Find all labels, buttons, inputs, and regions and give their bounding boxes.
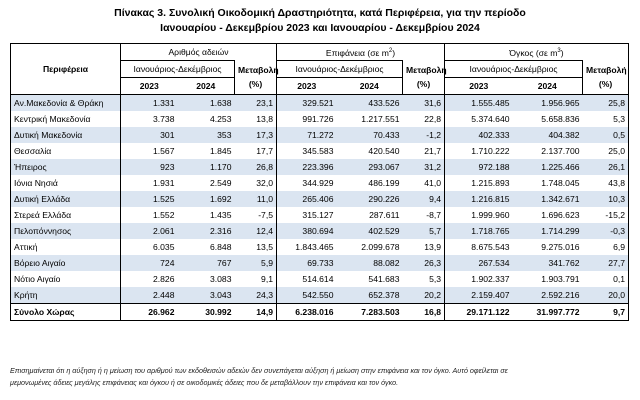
cell-vc: 26,1 (583, 159, 629, 175)
cell-a24: 486.199 (368, 178, 400, 188)
cell-v23: 1.215.893 (471, 178, 510, 188)
cell-a23: 329.521 (277, 95, 337, 112)
cell-p23: 923 (121, 159, 178, 175)
title-line-2: Ιανουαρίου - Δεκεμβρίου 2023 και Ιανουαρίου - Δεκεμβρίου 2024 (160, 22, 480, 34)
footnote-line-1: Επισημαίνεται ότι η αύξηση ή η μείωση του αριθμού των εκδοθεισών αδειών δεν συνεπάγεται αύξηση ή μείωση στην επιφάνεια και τον όγκο. Αυτό οφείλεται σε (10, 366, 508, 375)
table-title (0, 6, 640, 36)
cell-p24: 2.549 (209, 178, 232, 188)
cell-p23: 6.035 (152, 242, 175, 252)
header-volume-period: Ιανουάριος-Δεκέμβριος (445, 61, 583, 78)
cell-v24: 1.748.045 (541, 178, 580, 188)
cell-v24: 9.275.016 (541, 242, 580, 252)
cell-vc: 6,9 (583, 239, 629, 255)
table-row (11, 287, 629, 304)
cell-p23: 2.061 (121, 223, 178, 239)
cell-v24: 1.696.623 (541, 210, 580, 220)
cell-a23: 265.406 (277, 191, 337, 207)
cell-a24: 293.067 (337, 159, 403, 175)
header-area-change: Μεταβολή (%) (403, 61, 445, 95)
cell-p24: 1.170 (178, 159, 235, 175)
cell-pc: 32,0 (235, 175, 277, 191)
cell-v24: 1.225.466 (513, 159, 583, 175)
header-permits-2024: 2024 (178, 78, 235, 95)
region-name: Δυτική Ελλάδα (11, 191, 121, 207)
cell-ac: 21,7 (403, 143, 445, 159)
table-row (11, 175, 629, 191)
cell-p23: 1.931 (152, 178, 175, 188)
cell-p23: 1.331 (121, 95, 178, 112)
region-name: Ιόνια Νησιά (11, 175, 121, 191)
cell-a23: 71.272 (277, 127, 337, 143)
cell-p23: 1.552 (152, 210, 175, 220)
cell-v24: 404.382 (513, 127, 583, 143)
cell-pc: 13,5 (235, 239, 277, 255)
region-name: Αν.Μακεδονία & Θράκη (11, 95, 121, 112)
cell-ac: 16,8 (403, 304, 445, 321)
cell-a23: 223.396 (277, 159, 337, 175)
header-permits-2023: 2023 (121, 78, 178, 95)
cell-ac: 9,4 (403, 191, 445, 207)
cell-pc: 11,0 (235, 191, 277, 207)
cell-v23: 5.374.640 (471, 114, 510, 124)
cell-pc: 12,4 (235, 223, 277, 239)
cell-pc: 9,1 (235, 271, 277, 287)
cell-a24: 290.226 (337, 191, 403, 207)
cell-v23: 1.216.815 (445, 191, 513, 207)
table-row (11, 223, 629, 239)
total-label: Σύνολο Χώρας (11, 304, 121, 321)
cell-vc: 20,0 (583, 287, 629, 304)
cell-a24: 402.529 (337, 223, 403, 239)
cell-a23: 344.929 (302, 178, 334, 188)
region-name: Στερεά Ελλάδα (11, 207, 121, 223)
footnote-line-2: μεμονωμένες άδειες μεγάλης επιφάνειας και όγκου ή σε οικοδομικές άδειες που δε μεταβάλλουν την επιφάνεια και τον όγκο. (10, 378, 399, 387)
header-region: Περιφέρεια (11, 44, 121, 95)
cell-v24: 1.342.671 (513, 191, 583, 207)
cell-ac: 31,6 (403, 95, 445, 112)
table-body (11, 95, 629, 321)
cell-v24: 1.903.791 (541, 274, 580, 284)
cell-p24: 1.692 (178, 191, 235, 207)
cell-p24: 3.043 (178, 287, 235, 304)
cell-v23: 1.555.485 (445, 95, 513, 112)
cell-v24: 2.137.700 (541, 146, 580, 156)
cell-a23: 69.733 (277, 255, 337, 271)
title-line-1: Πίνακας 3. Συνολική Οικοδομική Δραστηριότητα, κατά Περιφέρεια, για την περίοδο (114, 7, 526, 19)
cell-vc: -0,3 (583, 223, 629, 239)
cell-a24: 433.526 (337, 95, 403, 112)
cell-pc: 17,7 (235, 143, 277, 159)
region-name: Θεσσαλία (11, 143, 121, 159)
cell-v24: 1.714.299 (513, 223, 583, 239)
cell-p24: 30.992 (178, 304, 235, 321)
cell-vc: 0,1 (583, 271, 629, 287)
cell-pc: 26,8 (235, 159, 277, 175)
cell-pc: 24,3 (235, 287, 277, 304)
cell-pc: 13,8 (235, 111, 277, 127)
cell-a24: 287.611 (369, 210, 400, 220)
cell-vc: 27,7 (583, 255, 629, 271)
cell-vc: 0,5 (583, 127, 629, 143)
cell-vc: 43,8 (583, 175, 629, 191)
cell-pc: 23,1 (235, 95, 277, 112)
cell-v23: 29.171.122 (445, 304, 513, 321)
cell-v23: 972.188 (445, 159, 513, 175)
header-volume-2024: 2024 (513, 78, 583, 95)
cell-p24: 1.638 (178, 95, 235, 112)
cell-a23: 345.583 (302, 146, 334, 156)
table-row (11, 143, 629, 159)
header-permits: Αριθμός αδειών (121, 44, 277, 61)
cell-ac: 13,9 (403, 239, 445, 255)
cell-a24: 1.217.551 (361, 114, 400, 124)
cell-v23: 8.675.543 (471, 242, 510, 252)
cell-ac: 5,3 (403, 271, 445, 287)
cell-p24: 2.316 (178, 223, 235, 239)
cell-ac: 41,0 (403, 175, 445, 191)
header-volume-change: Μεταβολή (%) (583, 61, 629, 95)
cell-a23: 380.694 (277, 223, 337, 239)
cell-a24: 652.378 (337, 287, 403, 304)
cell-p24: 4.253 (209, 114, 232, 124)
cell-p23: 2.448 (121, 287, 178, 304)
cell-v23: 1.999.960 (471, 210, 510, 220)
cell-p24: 353 (178, 127, 235, 143)
header-area-2024: 2024 (337, 78, 403, 95)
cell-ac: -8,7 (403, 207, 445, 223)
table-row (11, 271, 629, 287)
header-permits-period: Ιανουάριος-Δεκέμβριος (121, 61, 235, 78)
cell-pc: 14,9 (235, 304, 277, 321)
header-area-2023: 2023 (277, 78, 337, 95)
cell-vc: 25,0 (583, 143, 629, 159)
cell-p23: 2.826 (152, 274, 175, 284)
region-name: Ήπειρος (11, 159, 121, 175)
cell-vc: 10,3 (583, 191, 629, 207)
cell-v23: 1.710.222 (471, 146, 510, 156)
cell-pc: 17,3 (235, 127, 277, 143)
cell-pc: 5,9 (235, 255, 277, 271)
cell-p24: 3.083 (209, 274, 232, 284)
region-name: Πελοπόννησος (11, 223, 121, 239)
cell-ac: -1,2 (403, 127, 445, 143)
cell-v23: 267.534 (445, 255, 513, 271)
cell-a23: 514.614 (302, 274, 334, 284)
cell-p24: 1.435 (209, 210, 232, 220)
cell-vc: 25,8 (583, 95, 629, 112)
cell-ac: 5,7 (403, 223, 445, 239)
total-row (11, 304, 629, 321)
cell-a23: 991.726 (302, 114, 334, 124)
cell-v24: 1.956.965 (513, 95, 583, 112)
cell-p23: 301 (121, 127, 178, 143)
footnote (10, 365, 630, 389)
header-area: Επιφάνεια (σε $m^2$) (277, 44, 445, 61)
cell-a24: 420.540 (368, 146, 400, 156)
cell-p23: 1.525 (121, 191, 178, 207)
cell-vc: -15,2 (583, 207, 629, 223)
cell-ac: 31,2 (403, 159, 445, 175)
cell-a24: 541.683 (368, 274, 400, 284)
table-row (11, 111, 629, 127)
cell-p24: 6.848 (209, 242, 232, 252)
table-row (11, 207, 629, 223)
cell-a24: 2.099.678 (361, 242, 400, 252)
cell-ac: 26,3 (403, 255, 445, 271)
region-name: Δυτική Μακεδονία (11, 127, 121, 143)
cell-v24: 5.658.836 (541, 114, 580, 124)
cell-p23: 3.738 (152, 114, 175, 124)
header-volume-2023: 2023 (445, 78, 513, 95)
table-row (11, 239, 629, 255)
table-row (11, 191, 629, 207)
cell-v24: 341.762 (513, 255, 583, 271)
region-name: Κρήτη (11, 287, 121, 304)
cell-a24: 88.082 (337, 255, 403, 271)
cell-p23: 1.567 (152, 146, 175, 156)
cell-a23: 6.238.016 (277, 304, 337, 321)
cell-a23: 542.550 (277, 287, 337, 304)
header-permits-change: Μεταβολή (%) (235, 61, 277, 95)
cell-pc: -7,5 (235, 207, 277, 223)
cell-v23: 2.159.407 (445, 287, 513, 304)
cell-p24: 1.845 (209, 146, 232, 156)
cell-ac: 20,2 (403, 287, 445, 304)
table-row (11, 159, 629, 175)
cell-v24: 2.592.216 (513, 287, 583, 304)
cell-a24: 70.433 (337, 127, 403, 143)
cell-p23: 26.962 (121, 304, 178, 321)
cell-a24: 7.283.503 (337, 304, 403, 321)
region-name: Βόρειο Αιγαίο (11, 255, 121, 271)
cell-vc: 9,7 (583, 304, 629, 321)
cell-vc: 5,3 (583, 111, 629, 127)
cell-v24: 31.997.772 (513, 304, 583, 321)
cell-p23: 724 (121, 255, 178, 271)
table-row (11, 95, 629, 112)
region-name: Αττική (11, 239, 121, 255)
cell-v23: 402.333 (445, 127, 513, 143)
header-volume: Όγκος (σε $m^3$) (445, 44, 629, 61)
table-row (11, 255, 629, 271)
cell-v23: 1.902.337 (471, 274, 510, 284)
table-row (11, 127, 629, 143)
cell-p24: 767 (178, 255, 235, 271)
region-name: Νότιο Αιγαίο (11, 271, 121, 287)
region-name: Κεντρική Μακεδονία (11, 111, 121, 127)
cell-v23: 1.718.765 (445, 223, 513, 239)
cell-a23: 1.843.465 (295, 242, 334, 252)
building-activity-table (10, 43, 629, 321)
cell-ac: 22,8 (403, 111, 445, 127)
header-area-period: Ιανουάριος-Δεκέμβριος (277, 61, 403, 78)
cell-a23: 315.127 (302, 210, 334, 220)
